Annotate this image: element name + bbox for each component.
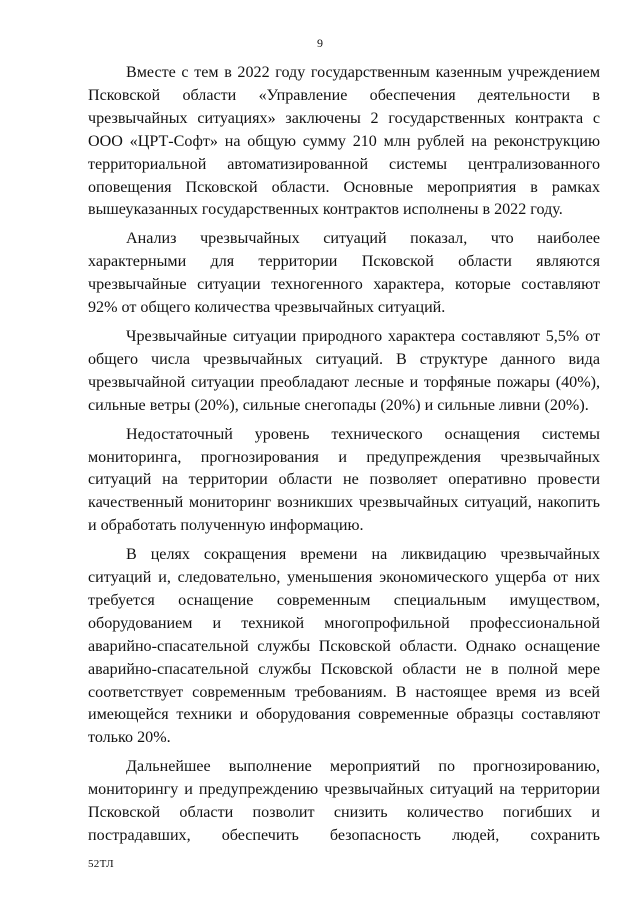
paragraph-analysis: Анализ чрезвычайных ситуаций показал, что наиболее характерными для территории Псковской области являются чрезвычайные ситуации техногенного характера, которые составляют 92% от общего количества чрезвычайных ситуаций. bbox=[88, 230, 600, 317]
page-number: 9 bbox=[317, 36, 323, 50]
document-body bbox=[88, 62, 600, 854]
paragraph-rescue-service: В целях сокращения времени на ликвидацию чрезвычайных ситуаций и, следовательно, уменьшения экономического ущерба от них требуется оснащение современным специальным имуществом, оборудованием и техникой многопрофильной профессиональной аварийно-спасательной службы Псковской области. Однако оснащение аварийно-спасательной службы Псковской области не в полной мере соответствует современным требованиям. В настоящее время из всей имеющейся техники и оборудования современные образцы составляют только 20%. bbox=[88, 546, 600, 747]
footer-document-code: 52ТЛ bbox=[88, 858, 114, 870]
paragraph-monitoring-equipment: Недостаточный уровень технического оснащения системы мониторинга, прогнозирования и предупреждения чрезвычайных ситуаций на территории области не позволяет оперативно провести качественный мониторинг возникших чрезвычайных ситуаций, накопить и обработать полученную информацию. bbox=[88, 425, 600, 535]
paragraph-natural-emergencies: Чрезвычайные ситуации природного характера составляют 5,5% от общего числа чрезвычайных ситуаций. В структуре данного вида чрезвычайной ситуации преобладают лесные и торфяные пожары (40%), сильные ветры (20%), сильные снегопады (20%) и сильные ливни (20%). bbox=[88, 327, 600, 414]
paragraph-further-measures: Дальнейшее выполнение мероприятий по прогнозированию, мониторингу и предупреждению чрезвычайных ситуаций на территории Псковской области позволит снизить количество погибших и пострадавших, обеспечить безопасность людей, сохранить bbox=[88, 758, 600, 844]
paragraph-contracts: Вместе с тем в 2022 году государственным казенным учреждением Псковской области «Управление обеспечения деятельности в чрезвычайных ситуациях» заключены 2 государственных контракта с ООО «ЦРТ-Софт» на общую сумму 210 млн рублей на реконструкцию территориальной автоматизированной системы централизованного оповещения Псковской области. Основные мероприятия в рамках вышеуказанных государственных контрактов исполнены в 2022 году. bbox=[88, 64, 600, 219]
